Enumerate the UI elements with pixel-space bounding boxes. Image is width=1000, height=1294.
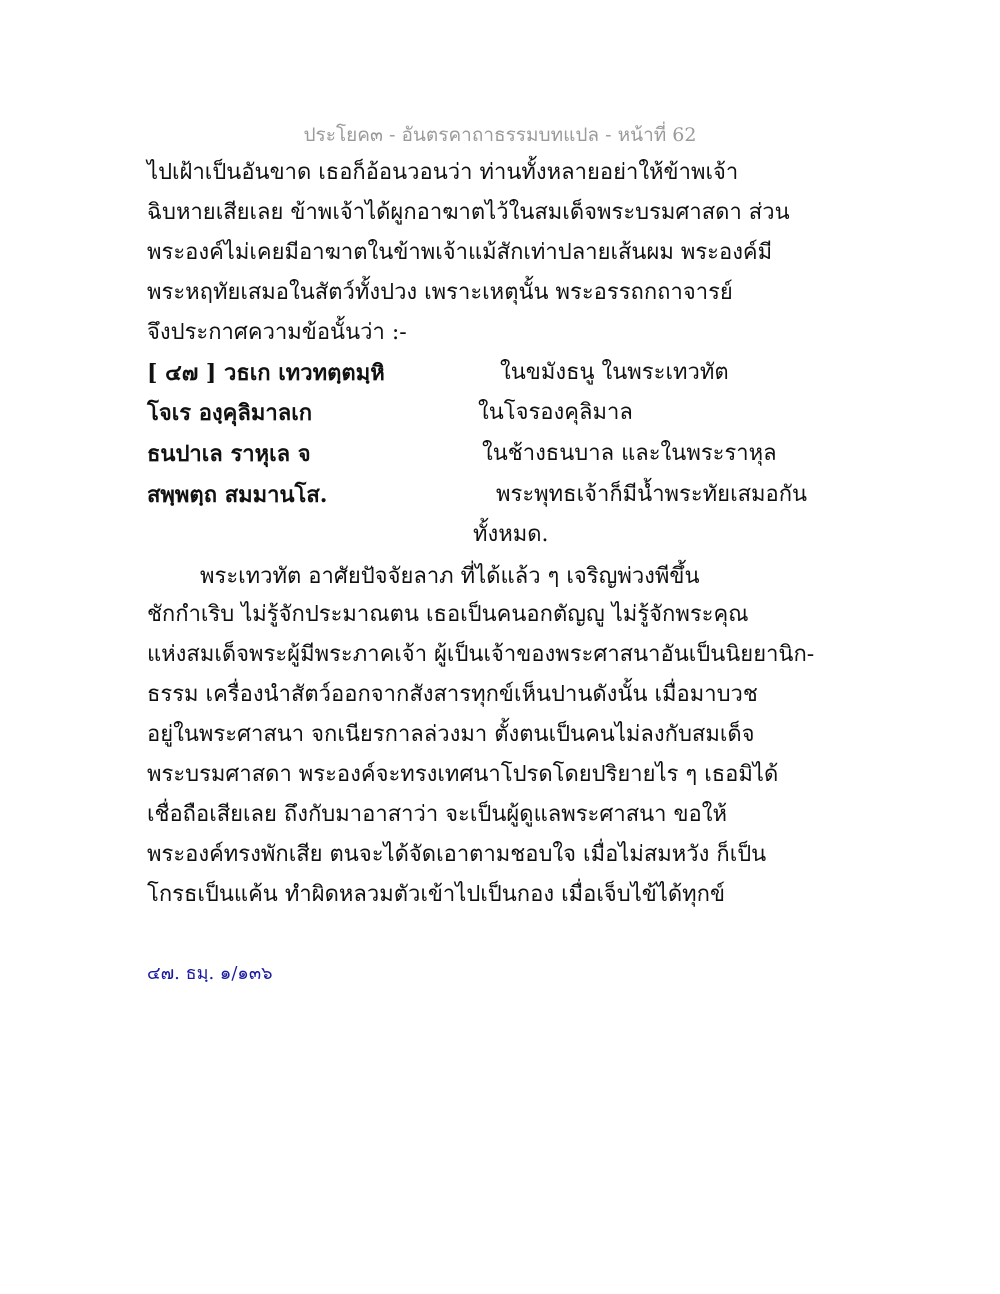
body-line: ชักกำเริบ ไม่รู้จักประมาณตน เธอเป็นคนอกตัญญู ไม่รู้จักพระคุณ xyxy=(147,602,749,627)
intro-line: พระองค์ไม่เคยมีอาฆาตในข้าพเจ้าแม้สักเท่าปลายเส้นผม พระองค์มี xyxy=(147,240,773,265)
body-line: โกรธเป็นแค้น ทำผิดหลวมตัวเข้าไปเป็นกอง เมื่อเจ็บไข้ได้ทุกข์ xyxy=(147,882,726,907)
intro-line: พระหฤทัยเสมอในสัตว์ทั้งปวง เพราะเหตุนั้น พระอรรถกถาจารย์ xyxy=(147,280,733,305)
verse-pali-line: สพฺพตฺถ สมมานโส. xyxy=(147,482,328,508)
intro-line: ฉิบหายเสียเลย ข้าพเจ้าได้ผูกอาฆาตไว้ในสมเด็จพระบรมศาสดา ส่วน xyxy=(147,200,790,225)
body-line: ธรรม เครื่องนำสัตว์ออกจากสังสารทุกข์เห็นปานดังนั้น เมื่อมาบวช xyxy=(147,682,758,707)
verse-thai-line: ในโจรองคุลิมาล xyxy=(478,400,633,425)
intro-line: ไปเฝ้าเป็นอันขาด เธอก็อ้อนวอนว่า ท่านทั้งหลายอย่าให้ข้าพเจ้า xyxy=(147,160,739,185)
page-header: ประโยค๓ - อันตรคาถาธรรมบทแปล - หน้าที่ 62 xyxy=(303,124,697,146)
body-line: พระบรมศาสดา พระองค์จะทรงเทศนาโปรดโดยปริยายไร ๆ เธอมิได้ xyxy=(147,762,779,787)
body-line: อยู่ในพระศาสนา จกเนียรกาลล่วงมา ตั้งตนเป็นคนไม่ลงกับสมเด็จ xyxy=(147,722,755,747)
body-line: เชื่อถือเสียเลย ถึงกับมาอาสาว่า จะเป็นผู้ดูแลพระศาสนา ขอให้ xyxy=(147,802,728,827)
verse-thai-line: พระพุทธเจ้าก็มีน้ำพระทัยเสมอกัน xyxy=(496,482,808,507)
verse-pali-line: [ ๔๗ ] วธเก เทวทตฺตมฺหิ xyxy=(147,360,385,386)
verse-pali-line: ธนปาเล ราหุเล จ xyxy=(147,441,311,467)
body-line: พระเทวทัต อาศัยปัจจัยลาภ ที่ได้แล้ว ๆ เจริญพ่วงพีขึ้น xyxy=(200,564,700,589)
verse-thai-line: ในขมังธนู ในพระเทวทัต xyxy=(500,360,729,385)
verse-tail: ทั้งหมด. xyxy=(473,522,549,547)
intro-line: จึงประกาศความข้อนั้นว่า :- xyxy=(147,320,407,345)
body-line: พระองค์ทรงพักเสีย ตนจะได้จัดเอาตามชอบใจ เมื่อไม่สมหวัง ก็เป็น xyxy=(147,842,767,867)
verse-pali-line: โจเร องฺคุลิมาลเก xyxy=(147,400,313,426)
body-line: แห่งสมเด็จพระผู้มีพระภาคเจ้า ผู้เป็นเจ้าของพระศาสนาอันเป็นนิยยานิก- xyxy=(147,642,815,667)
verse-thai-line: ในช้างธนบาล และในพระราหุล xyxy=(482,441,777,466)
footnote: ๔๗. ธมฺ. ๑/๑๓๖ xyxy=(147,963,273,984)
